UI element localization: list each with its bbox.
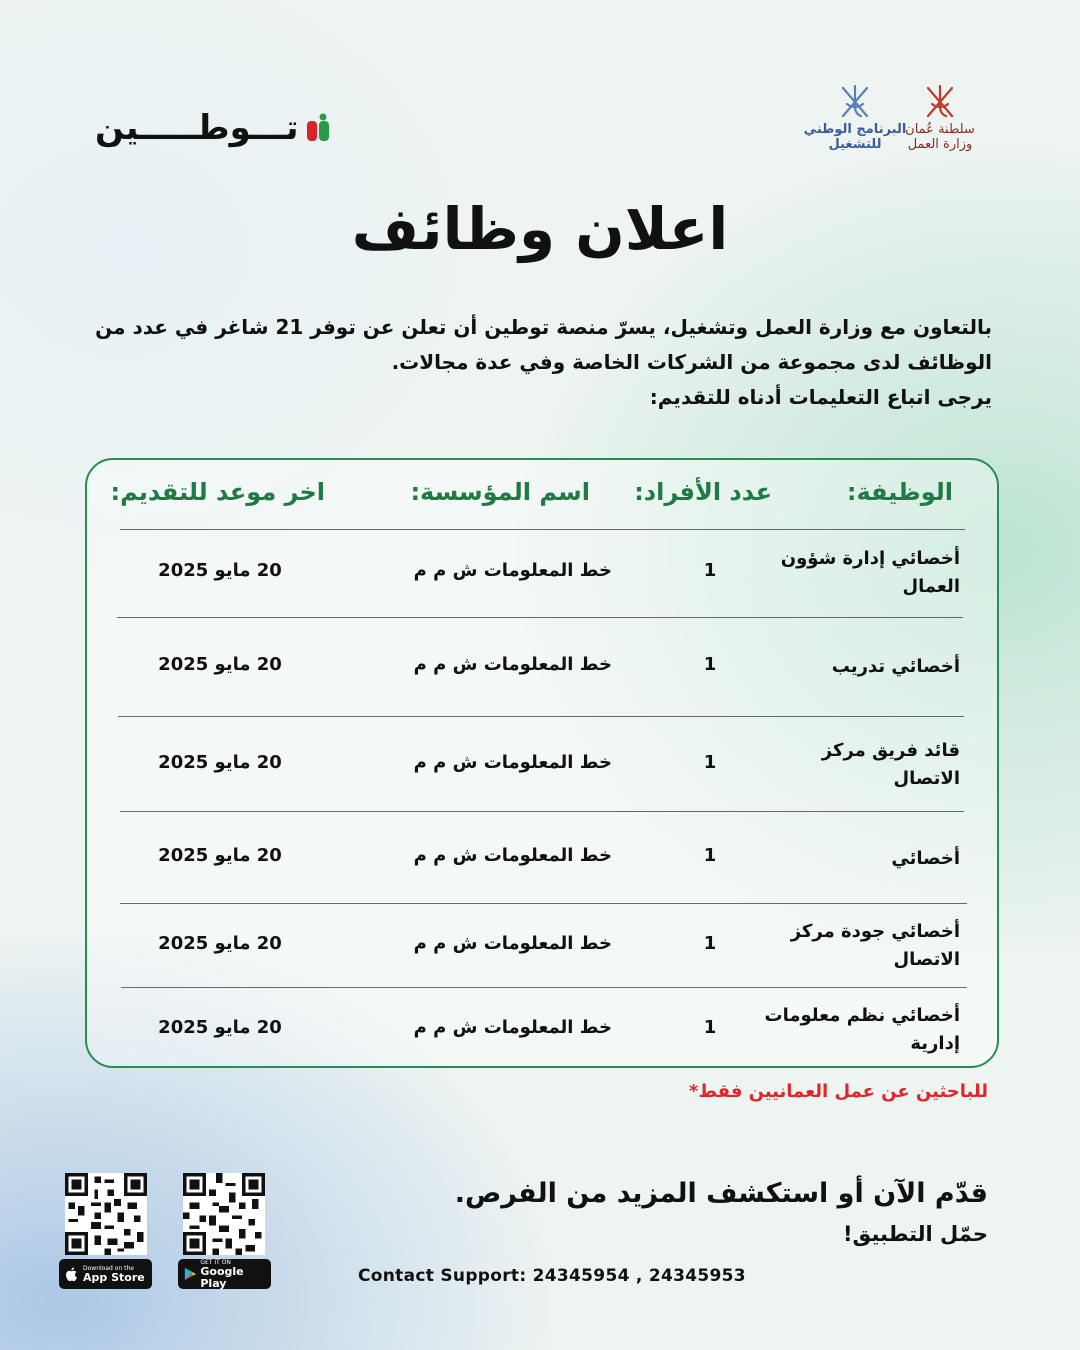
google-play-small-text: GET IT ON [200, 1258, 231, 1266]
ministry-of-labour-logo [905, 82, 975, 152]
row-5-job: أخصائي جودة مركز الاتصال [790, 921, 960, 970]
google-play-icon [184, 1266, 196, 1282]
table-divider [121, 987, 967, 988]
row-3-company: خط المعلومات ش م م [413, 752, 612, 773]
ministry-emblem-icon [922, 82, 958, 122]
national-employment-program-logo [800, 82, 910, 152]
row-6-deadline: 20 مايو 2025 [158, 1017, 282, 1038]
row-1-company: خط المعلومات ش م م [413, 560, 612, 581]
tawteen-mark-icon [305, 113, 331, 143]
table-divider [120, 529, 965, 530]
row-2-count: 1 [703, 654, 717, 675]
row-4-count: 1 [703, 845, 717, 866]
eligibility-note: للباحثين عن عمل العمانيين فقط* [688, 1081, 988, 1102]
header-count: عدد الأفراد: [634, 478, 772, 506]
row-1-job: أخصائي إدارة شؤون العمال [780, 548, 960, 597]
download-app-cta: حمّل التطبيق! [842, 1222, 988, 1246]
row-2-job: أخصائي تدريب [831, 656, 960, 677]
row-5-company: خط المعلومات ش م م [413, 933, 612, 954]
khanjar-emblem-icon [837, 82, 873, 122]
google-play-qr-code[interactable] [183, 1173, 265, 1255]
app-store-big-text: App Store [83, 1270, 145, 1284]
page-title: اعلان وظائف [351, 195, 729, 263]
table-divider [120, 903, 967, 904]
row-1-count: 1 [703, 560, 717, 581]
row-4-deadline: 20 مايو 2025 [158, 845, 282, 866]
google-play-big-text: Google Play [200, 1264, 244, 1290]
tawteen-logo [95, 108, 331, 148]
header-deadline: اخر موعد للتقديم: [110, 478, 325, 506]
row-3-count: 1 [703, 752, 717, 773]
row-6-job: أخصائي نظم معلومات إدارية [764, 1005, 960, 1054]
apply-cta: قدّم الآن أو استكشف المزيد من الفرص. [454, 1178, 988, 1209]
contact-support: Contact Support: 24345954 , 24345953 [358, 1266, 746, 1286]
brand-name: تـــوطـــــين [95, 108, 299, 148]
program-logo-line2: للتشغيل [828, 137, 882, 152]
table-divider [120, 811, 964, 812]
row-2-deadline: 20 مايو 2025 [158, 654, 282, 675]
intro-paragraph [92, 310, 992, 415]
app-store-button[interactable] [59, 1259, 152, 1289]
row-3-job: قائد فريق مركز الاتصال [821, 740, 960, 789]
row-6-company: خط المعلومات ش م م [413, 1017, 612, 1038]
row-6-count: 1 [703, 1017, 717, 1038]
row-5-deadline: 20 مايو 2025 [158, 933, 282, 954]
row-4-company: خط المعلومات ش م م [413, 845, 612, 866]
app-store-qr-code[interactable] [65, 1173, 147, 1255]
row-5-count: 1 [703, 933, 717, 954]
row-3-deadline: 20 مايو 2025 [158, 752, 282, 773]
app-store-small-text: Download on the [83, 1264, 134, 1272]
row-2-company: خط المعلومات ش م م [413, 654, 612, 675]
table-divider [117, 617, 963, 618]
apple-icon [65, 1266, 79, 1282]
intro-line-3: يرجى اتباع التعليمات أدناه للتقديم: [649, 385, 992, 409]
row-1-deadline: 20 مايو 2025 [158, 560, 282, 581]
intro-line-2: الوظائف لدى مجموعة من الشركات الخاصة وفي عدة مجالات. [391, 350, 992, 374]
table-divider [118, 716, 964, 717]
row-4-job: أخصائي [891, 848, 960, 869]
header-job: الوظيفة: [846, 478, 953, 506]
intro-line-1: بالتعاون مع وزارة العمل وتشغيل، يسرّ منصة توطين أن تعلن عن توفر 21 شاغر في عدد من [95, 315, 992, 339]
header-company: اسم المؤسسة: [410, 478, 590, 506]
program-logo-line1: البرنامج الوطني [803, 122, 907, 137]
google-play-button[interactable] [178, 1259, 271, 1289]
ministry-logo-label: سلطنة عُمان وزارة العمل [905, 122, 975, 152]
